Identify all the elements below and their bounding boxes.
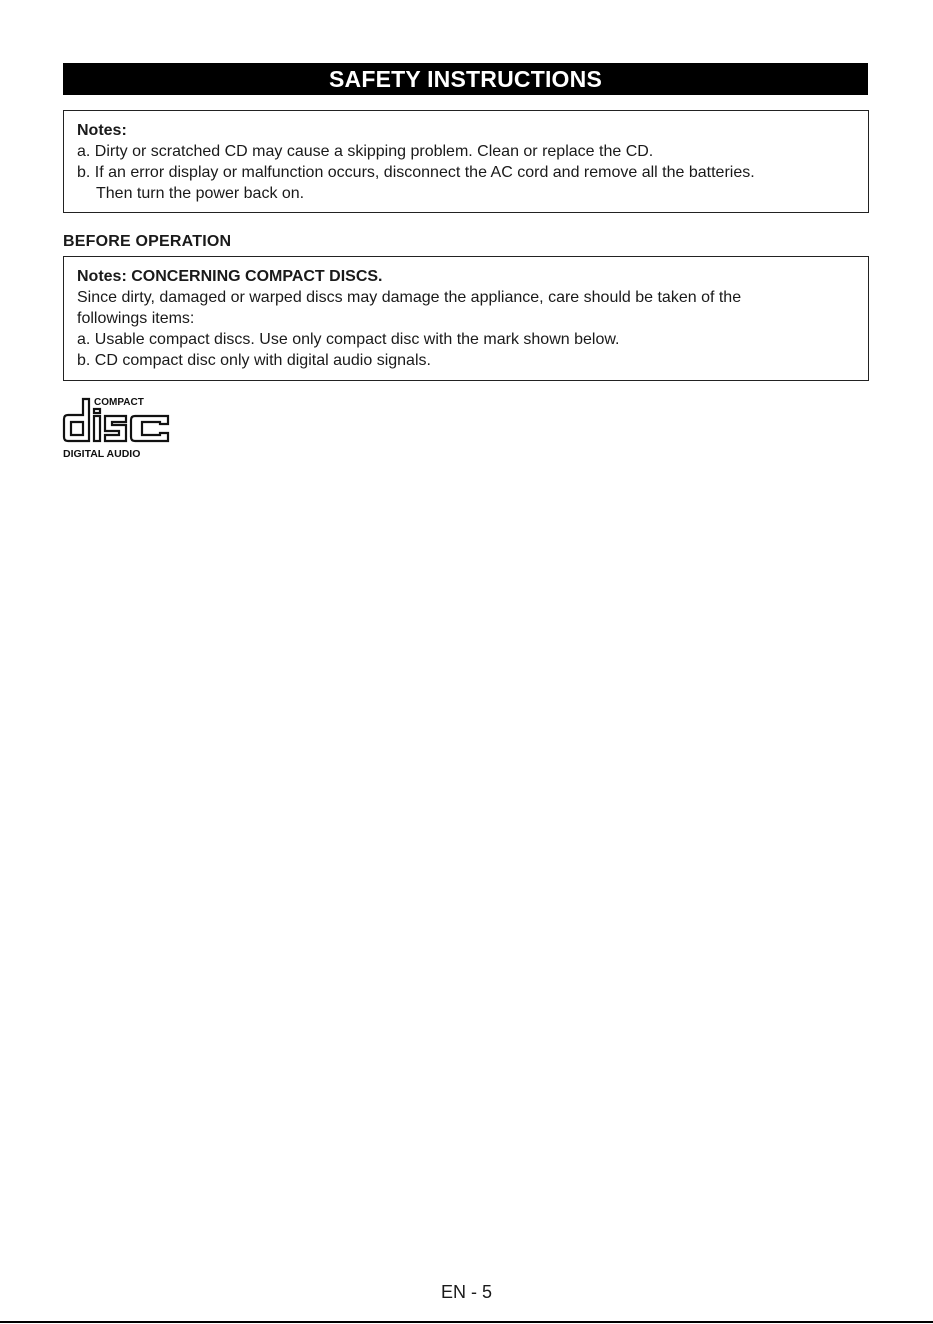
bottom-divider [0, 1321, 933, 1323]
note-item-b: b. If an error display or malfunction occurs, disconnect the AC cord and remove all the batteries. [77, 164, 755, 181]
compact-disc-notes-box [63, 256, 869, 381]
page-title: SAFETY INSTRUCTIONS [63, 63, 868, 95]
logo-digital-audio-text: DIGITAL AUDIO [63, 448, 141, 460]
compact-disc-item-b: b. CD compact disc only with digital audio signals. [77, 352, 431, 369]
compact-disc-logo [62, 395, 172, 461]
compact-disc-intro-line-1: Since dirty, damaged or warped discs may damage the appliance, care should be taken of the [77, 289, 742, 306]
note-item-a: a. Dirty or scratched CD may cause a skipping problem. Clean or replace the CD. [77, 143, 654, 160]
page-number: EN - 5 [440, 1282, 492, 1302]
compact-disc-intro-line-2: followings items: [77, 310, 195, 327]
compact-disc-notes-heading: Notes: CONCERNING COMPACT DISCS. [77, 268, 383, 285]
note-item-b-continuation: Then turn the power back on. [96, 185, 305, 202]
notes-box [63, 110, 869, 213]
notes-heading: Notes: [77, 122, 127, 139]
before-operation-heading: BEFORE OPERATION [63, 233, 232, 250]
logo-compact-text: COMPACT [94, 397, 144, 408]
compact-disc-item-a: a. Usable compact discs. Use only compact disc with the mark shown below. [77, 331, 620, 348]
